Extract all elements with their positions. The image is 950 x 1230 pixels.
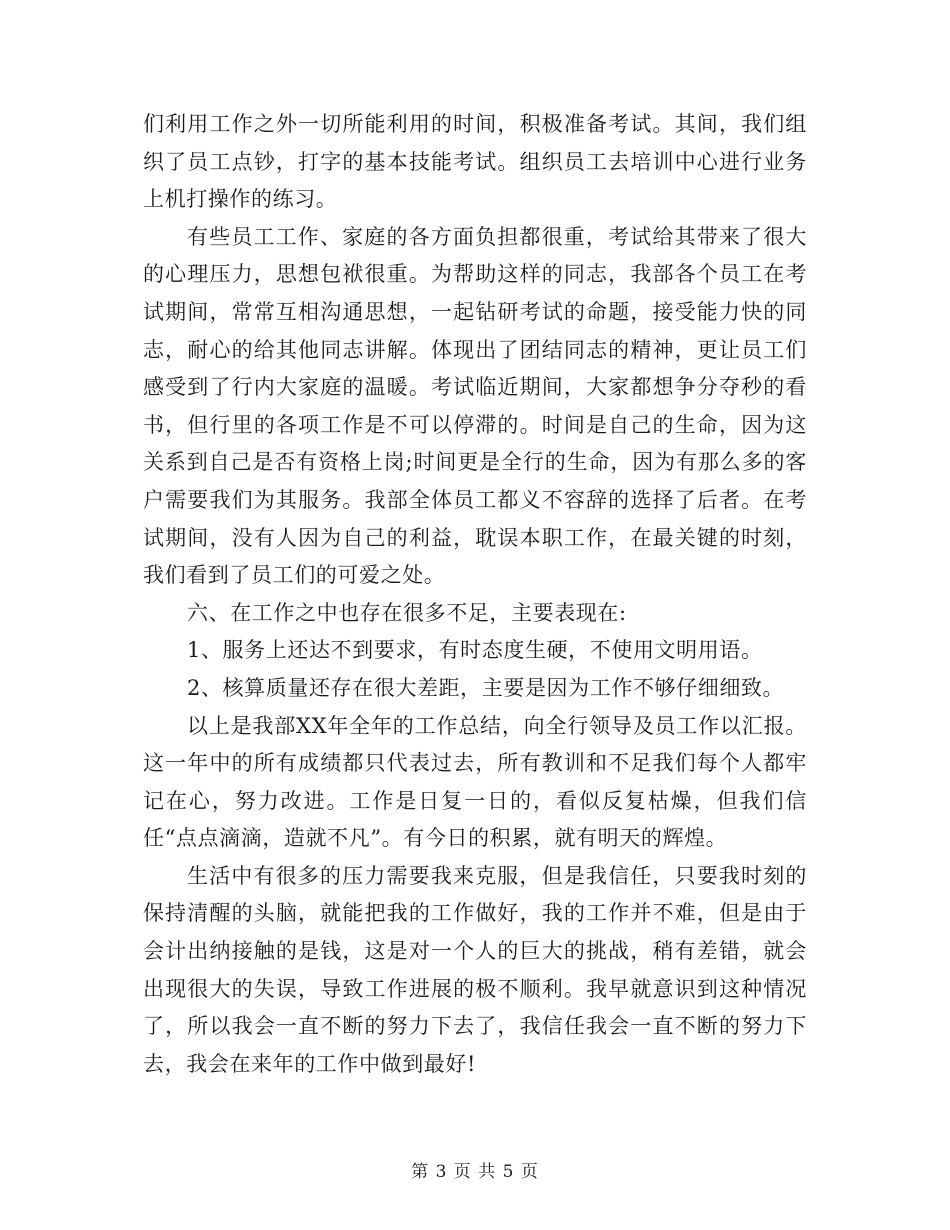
paragraph-shortcomings-heading: 六、在工作之中也存在很多不足，主要表现在: xyxy=(187,600,627,625)
paragraph-closing: 生活中有很多的压力需要我来克服，但是我信任，只要我时刻的保持清醒的头脑，就能把我的工作做好，我的工作并不难，但是由于会计出纳接触的是钱，这是对一个人的巨大的挑战，稍有差错，就会出现很大的失误，导致工作进展的极不顺利。我早就意识到这种情况了，所以我会一直不断的努力下去了，我信任我会一直不断的努力下去，我会在来年的工作中做到最好! xyxy=(143,863,807,1076)
paragraph-shortcoming-1: 1、服务上还达不到要求，有时态度生硬，不使用文明用语。 xyxy=(187,638,763,663)
paragraph-shortcoming-2: 2、核算质量还存在很大差距，主要是因为工作不够仔细细致。 xyxy=(187,675,785,700)
paragraph-summary: 以上是我部XX年全年的工作总结，向全行领导及员工作以汇报。这一年中的所有成绩都只代表过去，所有教训和不足我们每个人都牢记在心，努力改进。工作是日复一日的，看似反复枯燥，但我们信任“点点滴滴，造就不凡”。有今日的积累，就有明天的辉煌。 xyxy=(143,713,807,851)
document-body xyxy=(143,106,807,1083)
page-number-footer: 第 3 页 共 5 页 xyxy=(411,1162,539,1182)
paragraph-exam-pressure: 有些员工工作、家庭的各方面负担都很重，考试给其带来了很大的心理压力，思想包袱很重。为帮助这样的同志，我部各个员工在考试期间，常常互相沟通思想，一起钻研考试的命题，接受能力快的同志，耐心的给其他同志讲解。体现出了团结同志的精神，更让员工们感受到了行内大家庭的温暖。考试临近期间，大家都想争分夺秒的看书，但行里的各项工作是不可以停滞的。时间是自己的生命，因为这关系到自己是否有资格上岗;时间更是全行的生命，因为有那么多的客户需要我们为其服务。我部全体员工都义不容辞的选择了后者。在考试期间，没有人因为自己的利益，耽误本职工作，在最关键的时刻，我们看到了员工们的可爱之处。 xyxy=(143,224,807,588)
paragraph-continuation: 们利用工作之外一切所能利用的时间，积极准备考试。其间，我们组织了员工点钞，打字的基本技能考试。组织员工去培训中心进行业务上机打操作的练习。 xyxy=(143,112,807,212)
